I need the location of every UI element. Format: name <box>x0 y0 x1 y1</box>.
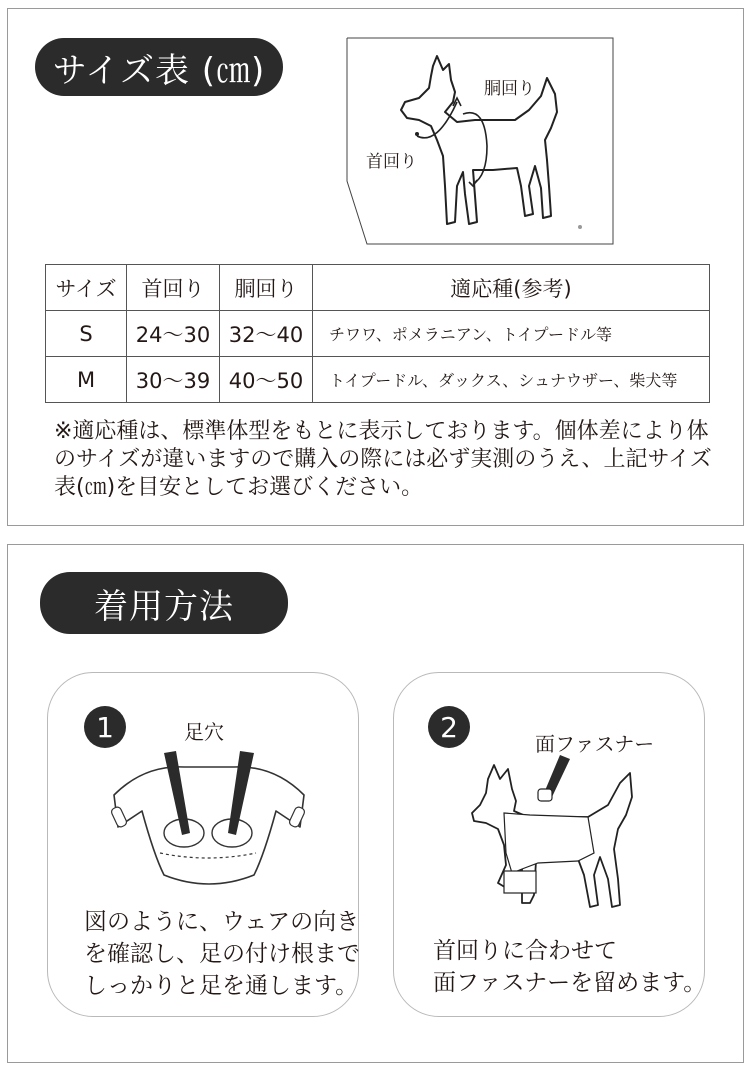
size-cell: M <box>46 357 127 403</box>
step-2-number: 2 <box>428 706 470 748</box>
neck-cell: 24〜30 <box>127 311 220 357</box>
header-size: サイズ <box>46 265 127 311</box>
breed-cell: チワワ、ポメラニアン、トイプードル等 <box>313 311 710 357</box>
garment-leg-hole-illustration <box>104 745 314 895</box>
leg-hole-label: 足穴 <box>184 720 224 744</box>
body-cell: 40〜50 <box>220 357 313 403</box>
header-body: 胴回り <box>220 265 313 311</box>
size-section-title: サイズ表 (㎝) <box>35 38 283 96</box>
dog-wearing-garment-illustration <box>468 745 648 925</box>
usage-section-title: 着用方法 <box>40 572 288 634</box>
table-row <box>46 357 710 403</box>
size-table-header-row <box>46 265 710 311</box>
step-2-text: 首回りに合わせて 面ファスナーを留めます。 <box>433 938 707 996</box>
header-neck: 首回り <box>127 265 220 311</box>
neck-girth-label: 首回り <box>366 152 417 172</box>
size-cell: S <box>46 311 127 357</box>
step-1-text: 図のように、ウェアの向き を確認し、足の付け根まで しっかりと足を通します。 <box>84 909 360 999</box>
body-girth-label: 胴回り <box>484 79 535 99</box>
header-breed: 適応種(参考) <box>313 265 710 311</box>
dog-measurement-diagram <box>345 36 615 246</box>
velcro-label: 面ファスナー <box>535 732 655 756</box>
size-table <box>45 264 710 403</box>
table-row <box>46 311 710 357</box>
breed-cell: トイプードル、ダックス、シュナウザー、柴犬等 <box>313 357 710 403</box>
body-cell: 32〜40 <box>220 311 313 357</box>
step-1-number: 1 <box>84 706 126 748</box>
size-note: ※適応種は、標準体型をもとに表示しております。個体差により体のサイズが違いますので購入の際には必ず実測のうえ、上記サイズ表(㎝)を目安としてお選びください。 <box>54 419 712 500</box>
neck-cell: 30〜39 <box>127 357 220 403</box>
